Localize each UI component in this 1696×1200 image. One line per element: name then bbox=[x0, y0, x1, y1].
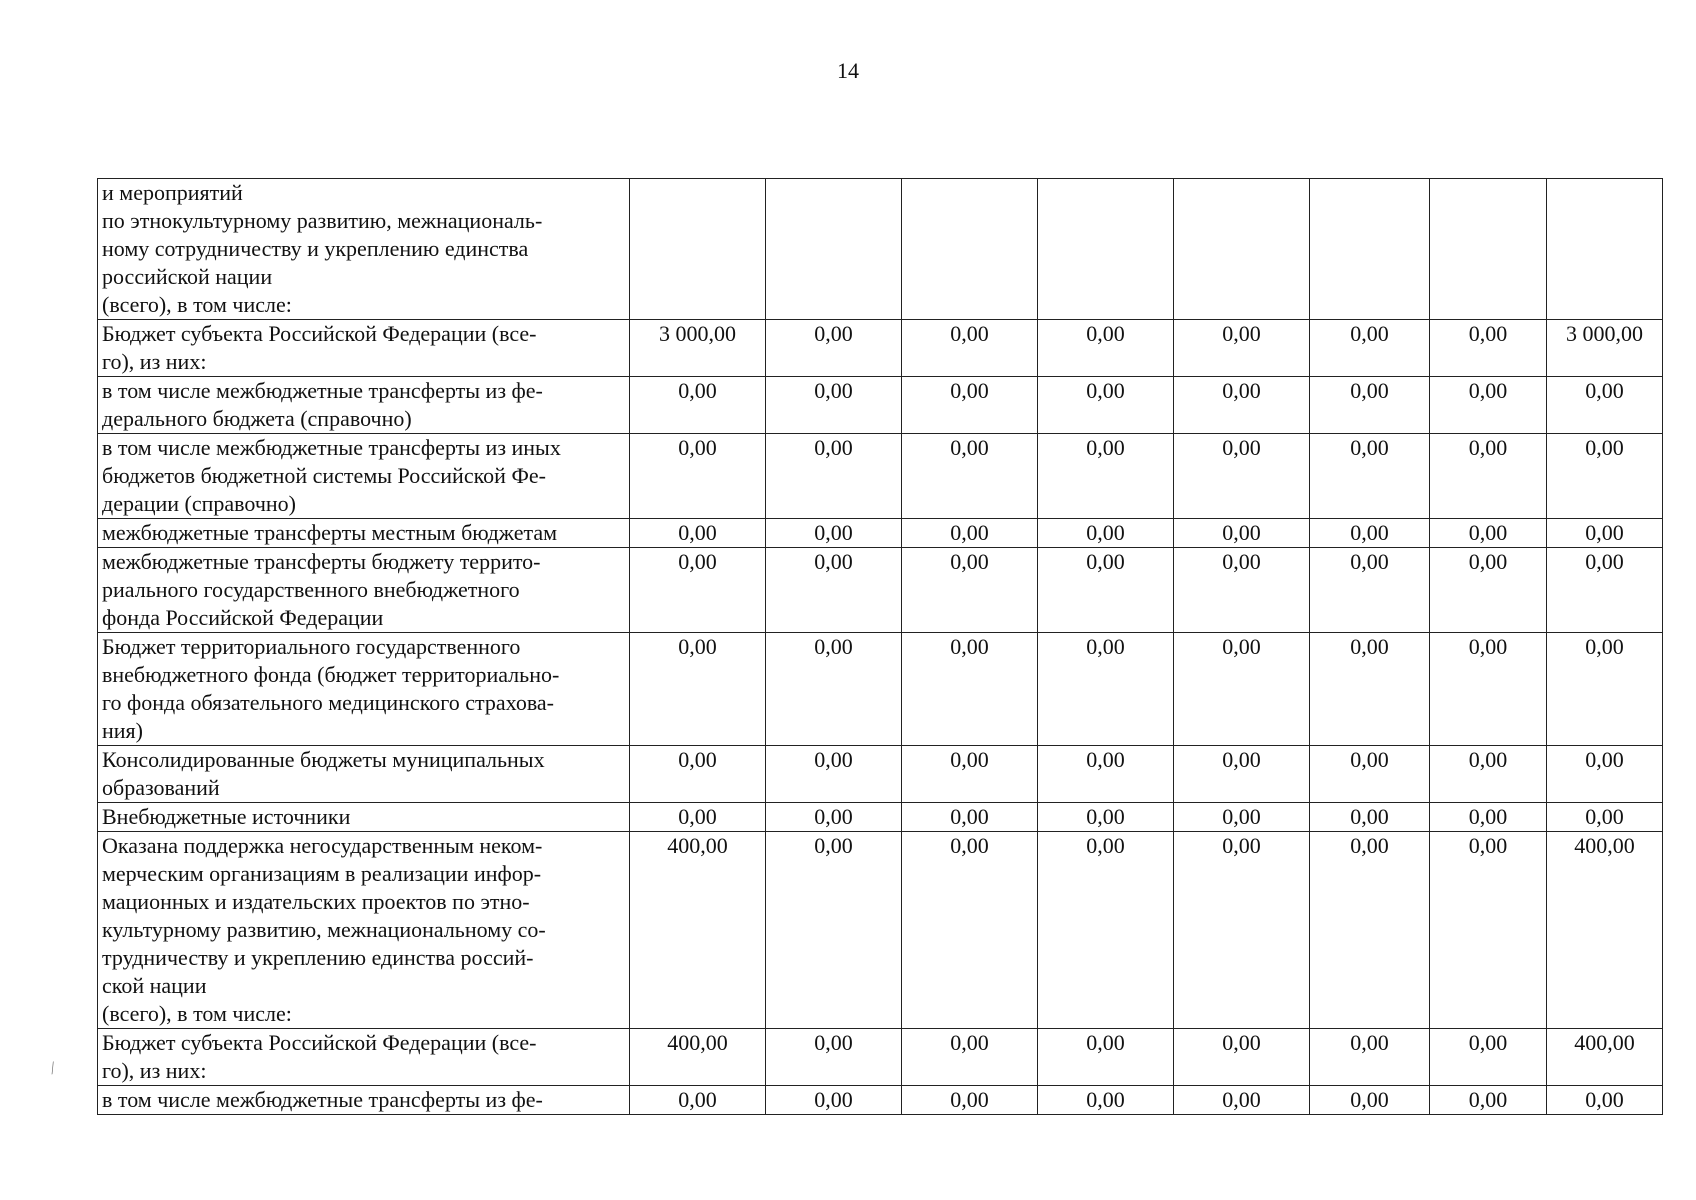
value-cell: 0,00 bbox=[1174, 377, 1310, 434]
value-cell: 0,00 bbox=[1310, 519, 1430, 548]
value-cell: 0,00 bbox=[902, 746, 1038, 803]
row-label: и мероприятий по этнокультурному развитию, межнациональ- ному сотрудничеству и укреплению единства российской нации (всего), в том числе: bbox=[98, 179, 630, 320]
value-cell: 0,00 bbox=[630, 377, 766, 434]
table-row bbox=[98, 803, 1663, 832]
value-cell: 0,00 bbox=[1430, 320, 1547, 377]
value-cell: 0,00 bbox=[630, 746, 766, 803]
value-cell: 0,00 bbox=[766, 320, 902, 377]
value-cell: 0,00 bbox=[1310, 1029, 1430, 1086]
value-cell: 0,00 bbox=[766, 746, 902, 803]
value-cell: 0,00 bbox=[766, 548, 902, 633]
value-cell: 0,00 bbox=[1310, 803, 1430, 832]
row-label: межбюджетные трансферты местным бюджетам bbox=[98, 519, 630, 548]
value-cell: 0,00 bbox=[630, 803, 766, 832]
value-cell: 0,00 bbox=[1430, 832, 1547, 1029]
value-cell: 0,00 bbox=[1547, 434, 1663, 519]
value-cell: 0,00 bbox=[1430, 1029, 1547, 1086]
value-cell: 0,00 bbox=[1038, 434, 1174, 519]
value-cell: 0,00 bbox=[1038, 633, 1174, 746]
value-cell: 0,00 bbox=[902, 832, 1038, 1029]
value-cell: 0,00 bbox=[1310, 377, 1430, 434]
budget-table-body bbox=[98, 179, 1663, 1115]
value-cell bbox=[630, 179, 766, 320]
row-label: межбюджетные трансферты бюджету террито- риального государственного внебюджетного фонда Российской Федерации bbox=[98, 548, 630, 633]
row-label: Бюджет субъекта Российской Федерации (все- го), из них: bbox=[98, 320, 630, 377]
row-label: в том числе межбюджетные трансферты из фе- bbox=[98, 1086, 630, 1115]
table-row bbox=[98, 633, 1663, 746]
value-cell: 0,00 bbox=[1038, 1086, 1174, 1115]
value-cell: 0,00 bbox=[902, 1029, 1038, 1086]
value-cell bbox=[766, 179, 902, 320]
value-cell: 0,00 bbox=[902, 434, 1038, 519]
value-cell: 0,00 bbox=[630, 434, 766, 519]
row-label: Консолидированные бюджеты муниципальных образований bbox=[98, 746, 630, 803]
value-cell: 0,00 bbox=[630, 548, 766, 633]
value-cell: 0,00 bbox=[1547, 548, 1663, 633]
value-cell: 400,00 bbox=[1547, 1029, 1663, 1086]
value-cell bbox=[1430, 179, 1547, 320]
value-cell: 0,00 bbox=[1310, 548, 1430, 633]
table-row bbox=[98, 1029, 1663, 1086]
value-cell: 0,00 bbox=[1174, 548, 1310, 633]
value-cell bbox=[1038, 179, 1174, 320]
table-row bbox=[98, 746, 1663, 803]
value-cell: 0,00 bbox=[1038, 320, 1174, 377]
value-cell: 0,00 bbox=[1174, 803, 1310, 832]
value-cell: 0,00 bbox=[1547, 519, 1663, 548]
value-cell: 0,00 bbox=[1547, 1086, 1663, 1115]
value-cell: 0,00 bbox=[902, 548, 1038, 633]
value-cell: 0,00 bbox=[630, 633, 766, 746]
table-row bbox=[98, 179, 1663, 320]
value-cell: 0,00 bbox=[1174, 1086, 1310, 1115]
value-cell: 0,00 bbox=[902, 1086, 1038, 1115]
value-cell: 0,00 bbox=[1310, 746, 1430, 803]
value-cell: 0,00 bbox=[1038, 746, 1174, 803]
value-cell: 0,00 bbox=[1310, 434, 1430, 519]
table-row bbox=[98, 377, 1663, 434]
value-cell: 0,00 bbox=[766, 434, 902, 519]
value-cell: 0,00 bbox=[1547, 803, 1663, 832]
value-cell: 0,00 bbox=[1430, 377, 1547, 434]
value-cell: 0,00 bbox=[766, 803, 902, 832]
table-row bbox=[98, 1086, 1663, 1115]
table-row bbox=[98, 519, 1663, 548]
value-cell: 0,00 bbox=[1430, 803, 1547, 832]
value-cell: 400,00 bbox=[1547, 832, 1663, 1029]
value-cell: 0,00 bbox=[1310, 633, 1430, 746]
value-cell: 0,00 bbox=[766, 832, 902, 1029]
row-label: в том числе межбюджетные трансферты из фе- дерального бюджета (справочно) bbox=[98, 377, 630, 434]
row-label: Оказана поддержка негосударственным неком- мерческим организациям в реализации инфор- мационных и издательских проектов по этно- культурному развитию, межнациональному со- трудничеству и укреплению единства россий- ской нации (всего), в том числе: bbox=[98, 832, 630, 1029]
value-cell: 0,00 bbox=[1174, 746, 1310, 803]
value-cell: 0,00 bbox=[766, 519, 902, 548]
value-cell: 0,00 bbox=[1430, 746, 1547, 803]
value-cell: 0,00 bbox=[1430, 633, 1547, 746]
value-cell: 0,00 bbox=[1038, 1029, 1174, 1086]
value-cell: 0,00 bbox=[1174, 320, 1310, 377]
value-cell: 0,00 bbox=[1038, 377, 1174, 434]
table-row bbox=[98, 320, 1663, 377]
value-cell: 0,00 bbox=[1174, 832, 1310, 1029]
value-cell bbox=[1174, 179, 1310, 320]
value-cell: 3 000,00 bbox=[1547, 320, 1663, 377]
value-cell: 0,00 bbox=[1430, 548, 1547, 633]
value-cell: 0,00 bbox=[1310, 832, 1430, 1029]
table-row bbox=[98, 832, 1663, 1029]
value-cell: 0,00 bbox=[1430, 434, 1547, 519]
row-label: Бюджет территориального государственного внебюджетного фонда (бюджет территориально- го фонда обязательного медицинского страхова- ния) bbox=[98, 633, 630, 746]
value-cell: 0,00 bbox=[1547, 377, 1663, 434]
page-number: 14 bbox=[837, 58, 859, 83]
value-cell: 0,00 bbox=[1310, 320, 1430, 377]
value-cell: 0,00 bbox=[1430, 1086, 1547, 1115]
value-cell: 0,00 bbox=[902, 633, 1038, 746]
value-cell: 0,00 bbox=[1547, 746, 1663, 803]
budget-table bbox=[97, 178, 1663, 1115]
value-cell bbox=[1310, 179, 1430, 320]
value-cell bbox=[1547, 179, 1663, 320]
value-cell: 0,00 bbox=[1038, 548, 1174, 633]
value-cell: 0,00 bbox=[1174, 633, 1310, 746]
value-cell bbox=[902, 179, 1038, 320]
value-cell: 0,00 bbox=[1310, 1086, 1430, 1115]
value-cell: 0,00 bbox=[902, 377, 1038, 434]
value-cell: 0,00 bbox=[1430, 519, 1547, 548]
value-cell: 0,00 bbox=[1038, 832, 1174, 1029]
table-row bbox=[98, 548, 1663, 633]
value-cell: 0,00 bbox=[766, 1029, 902, 1086]
value-cell: 0,00 bbox=[1174, 519, 1310, 548]
value-cell: 0,00 bbox=[630, 1086, 766, 1115]
value-cell: 0,00 bbox=[902, 320, 1038, 377]
value-cell: 0,00 bbox=[1038, 803, 1174, 832]
row-label: в том числе межбюджетные трансферты из иных бюджетов бюджетной системы Российской Фе- дерации (справочно) bbox=[98, 434, 630, 519]
value-cell: 400,00 bbox=[630, 832, 766, 1029]
value-cell: 0,00 bbox=[766, 1086, 902, 1115]
value-cell: 400,00 bbox=[630, 1029, 766, 1086]
scan-mark: ⁄ bbox=[47, 1060, 59, 1077]
value-cell: 0,00 bbox=[902, 519, 1038, 548]
value-cell: 0,00 bbox=[1174, 1029, 1310, 1086]
value-cell: 0,00 bbox=[766, 633, 902, 746]
value-cell: 0,00 bbox=[630, 519, 766, 548]
value-cell: 0,00 bbox=[902, 803, 1038, 832]
value-cell: 0,00 bbox=[766, 377, 902, 434]
value-cell: 0,00 bbox=[1547, 633, 1663, 746]
value-cell: 0,00 bbox=[1174, 434, 1310, 519]
value-cell: 3 000,00 bbox=[630, 320, 766, 377]
table-row bbox=[98, 434, 1663, 519]
value-cell: 0,00 bbox=[1038, 519, 1174, 548]
row-label: Бюджет субъекта Российской Федерации (все- го), из них: bbox=[98, 1029, 630, 1086]
row-label: Внебюджетные источники bbox=[98, 803, 630, 832]
